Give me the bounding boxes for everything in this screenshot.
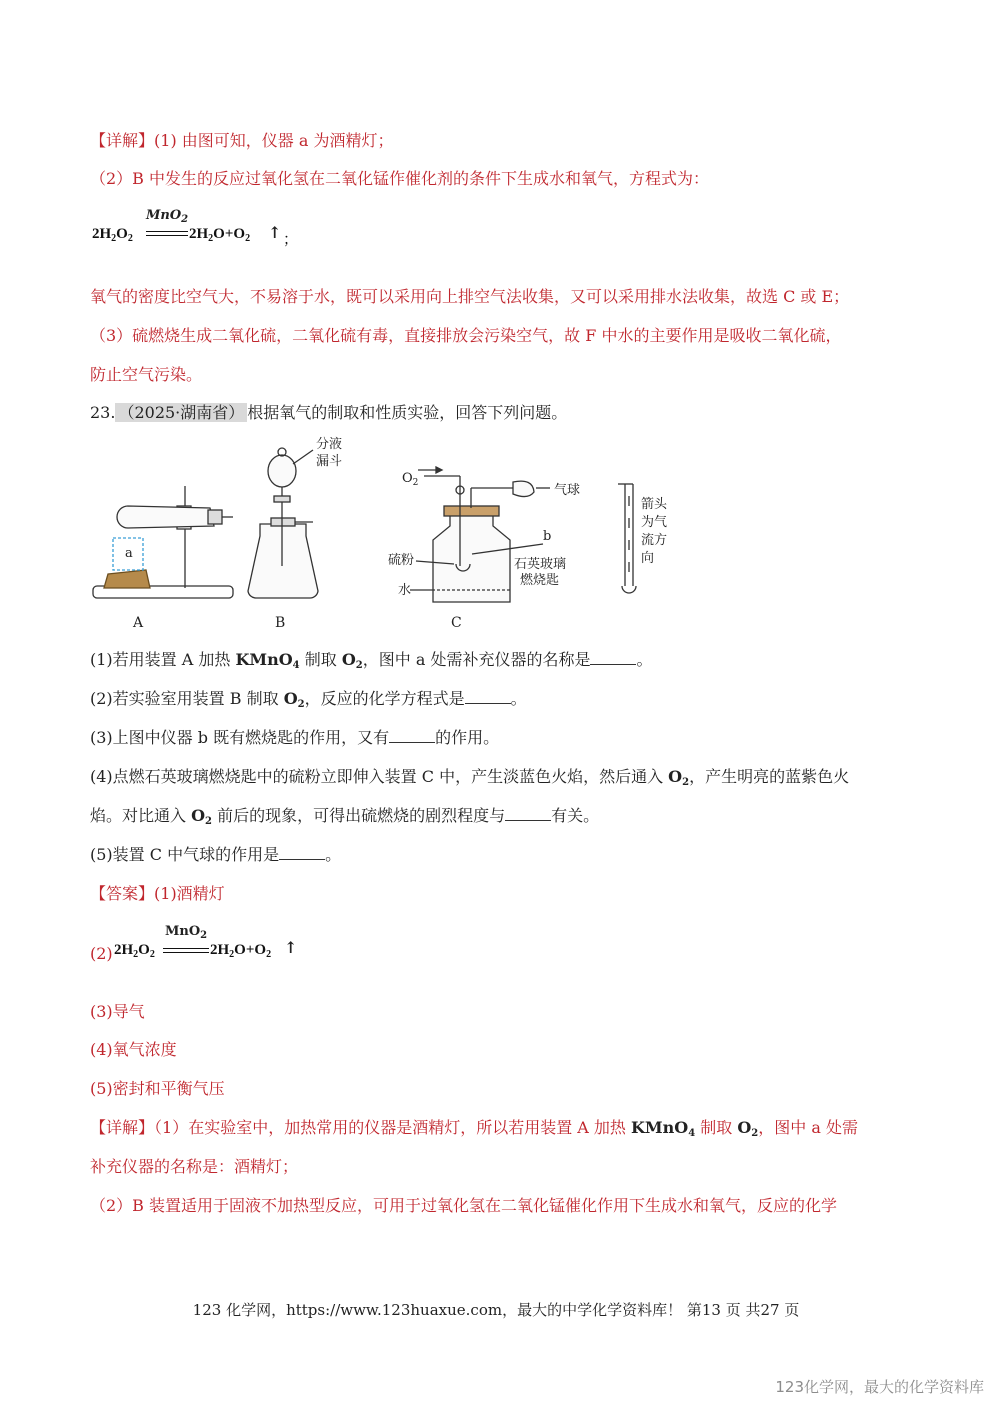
apparatus-a <box>93 486 233 598</box>
balloon <box>513 481 534 496</box>
gas-jar <box>433 514 510 602</box>
answer-line-1 <box>90 883 225 905</box>
detail-2-line-2: 补充仪器的名称是：酒精灯； <box>90 1157 299 1176</box>
apparatus-figure <box>88 436 668 636</box>
eq1-reactant: $2H_2O_2$ <box>92 226 133 244</box>
eq2-bar-bottom <box>163 952 209 953</box>
detail-1-bracket: 【详解】 <box>90 131 155 150</box>
detail-2-line-1: 【详解】（1）在实验室中，加热常用的仪器是酒精灯，所以若用装置 A 加热 KMnO$_4$ 制取 $O_2$，图中 a 处需 <box>90 1118 858 1139</box>
detail-spoon <box>622 586 636 593</box>
label-a: a <box>125 546 133 561</box>
question-number: 23. <box>90 403 116 422</box>
sub-question-3: (3)上图中仪器 b 既有燃烧匙的作用，又有 的作用。 <box>90 728 500 747</box>
eq1-catalyst: MnO$_2$ <box>146 208 189 225</box>
spoon-detail <box>618 484 636 593</box>
question-stem-text: 根据氧气的制取和性质实验，回答下列问题。 <box>247 403 568 422</box>
flask <box>248 524 318 598</box>
arrow-label-2: 为气 <box>641 515 668 530</box>
test-tube <box>117 506 214 528</box>
answer-3: (3)导气 <box>90 1002 145 1021</box>
detail-1-line-2: （2）B 中发生的反应过氧化氢在二氧化锰作催化剂的条件下生成水和氧气，方程式为： <box>90 169 710 188</box>
arrow-label-1: 箭头 <box>641 497 668 512</box>
funnel-bulb <box>268 455 296 487</box>
o2-arrow-head <box>436 467 442 473</box>
detail-1-line-1 <box>90 130 393 152</box>
label-A: A <box>133 615 144 631</box>
eq1-up-arrow: ↑ <box>268 223 282 242</box>
funnel-leader <box>293 450 313 464</box>
funnel-label-1: 分液 <box>316 437 343 452</box>
o2-label: $O_2$ <box>402 471 419 488</box>
answer-blank-5 <box>279 845 325 860</box>
site-watermark: 123化学网，最大的化学资料库 <box>775 1378 984 1396</box>
question-source-tag: （2025·湖南省） <box>115 403 247 422</box>
label-B: B <box>275 615 286 631</box>
eq1-bar-bottom <box>146 235 188 236</box>
quartz-label-2: 燃烧匙 <box>520 573 560 588</box>
eq1-products: $2H_2O+O_2$ <box>189 226 251 244</box>
stopper <box>208 510 222 524</box>
answer-blank-3 <box>389 728 435 743</box>
sub-question-2: (2)若实验室用装置 B 制取 $O_2$，反应的化学方程式是 。 <box>90 689 527 710</box>
answer-bracket: 【答案】 <box>90 884 155 903</box>
sub-question-5: (5)装置 C 中气球的作用是 。 <box>90 845 342 864</box>
answer-1: (1)酒精灯 <box>154 884 225 903</box>
balloon-label: 气球 <box>554 483 581 498</box>
arrow-label-4: 向 <box>641 551 655 566</box>
eq1-bar-top <box>146 231 188 232</box>
label-C: C <box>451 615 462 631</box>
page-footer: 123 化学网，https://www.123huaxue.com，最大的中学化学资料库！ 第13 页 共27 页 <box>192 1301 800 1319</box>
eq2-products: $2H_2O+O_2$ <box>210 942 272 960</box>
apparatus-b <box>248 448 318 598</box>
answer-blank-1 <box>590 650 636 665</box>
detail-1-line-5: 防止空气污染。 <box>90 365 203 384</box>
eq2-up-arrow: ↑ <box>284 938 298 957</box>
flask-stopper <box>271 518 295 526</box>
answer-blank-4 <box>505 806 551 821</box>
sub-question-4-line-2: 焰。对比通入 $O_2$ 前后的现象，可得出硫燃烧的剧烈程度与 有关。 <box>90 806 600 827</box>
eq2-bar-top <box>163 948 209 949</box>
eq2-reactant: $2H_2O_2$ <box>114 942 155 960</box>
sub-question-4-line-1: (4)点燃石英玻璃燃烧匙中的硫粉立即伸入装置 C 中，产生淡蓝色火焰，然后通入 $O_2$，产生明亮的蓝紫色火 <box>90 767 850 788</box>
detail-1-text-1: (1) 由图可知，仪器 a 为酒精灯； <box>154 131 394 150</box>
sulfur-label: 硫粉 <box>388 553 415 568</box>
sub-question-1: (1)若用装置 A 加热 KMnO$_4$ 制取 $O_2$，图中 a 处需补充仪器的名称是 。 <box>90 650 653 671</box>
detail-2-line-3: （2）B 装置适用于固液不加热型反应，可用于过氧化氢在二氧化锰催化作用下生成水和氧气，反应的化学 <box>90 1196 838 1215</box>
detail-1-line-4: （3）硫燃烧生成二氧化硫，二氧化硫有毒，直接排放会污染空气，故 F 中水的主要作用是吸收二氧化硫， <box>90 326 842 345</box>
arrow-label-3: 流方 <box>641 533 668 548</box>
eq2-catalyst: MnO$_2$ <box>165 924 208 941</box>
quartz-label-1: 石英玻璃 <box>514 557 567 572</box>
funnel-label-2: 漏斗 <box>316 454 343 469</box>
detail-2-bracket: 【详解】 <box>90 1118 155 1137</box>
answer-blank-2 <box>465 689 511 704</box>
funnel-tap <box>274 496 290 502</box>
answer-2-prefix: (2) <box>90 944 113 963</box>
answer-5: (5)密封和平衡气压 <box>90 1079 225 1098</box>
wooden-block <box>104 570 150 588</box>
answer-4: (4)氧气浓度 <box>90 1040 177 1059</box>
detail-1-line-3: 氧气的密度比空气大，不易溶于水，既可以采用向上排空气法收集，又可以采用排水法收集，故选 C 或 E； <box>90 287 850 306</box>
b-label: b <box>543 529 552 544</box>
question-23-stem <box>90 402 567 424</box>
eq1-tail: ； <box>283 232 299 248</box>
water-label: 水 <box>398 583 412 598</box>
